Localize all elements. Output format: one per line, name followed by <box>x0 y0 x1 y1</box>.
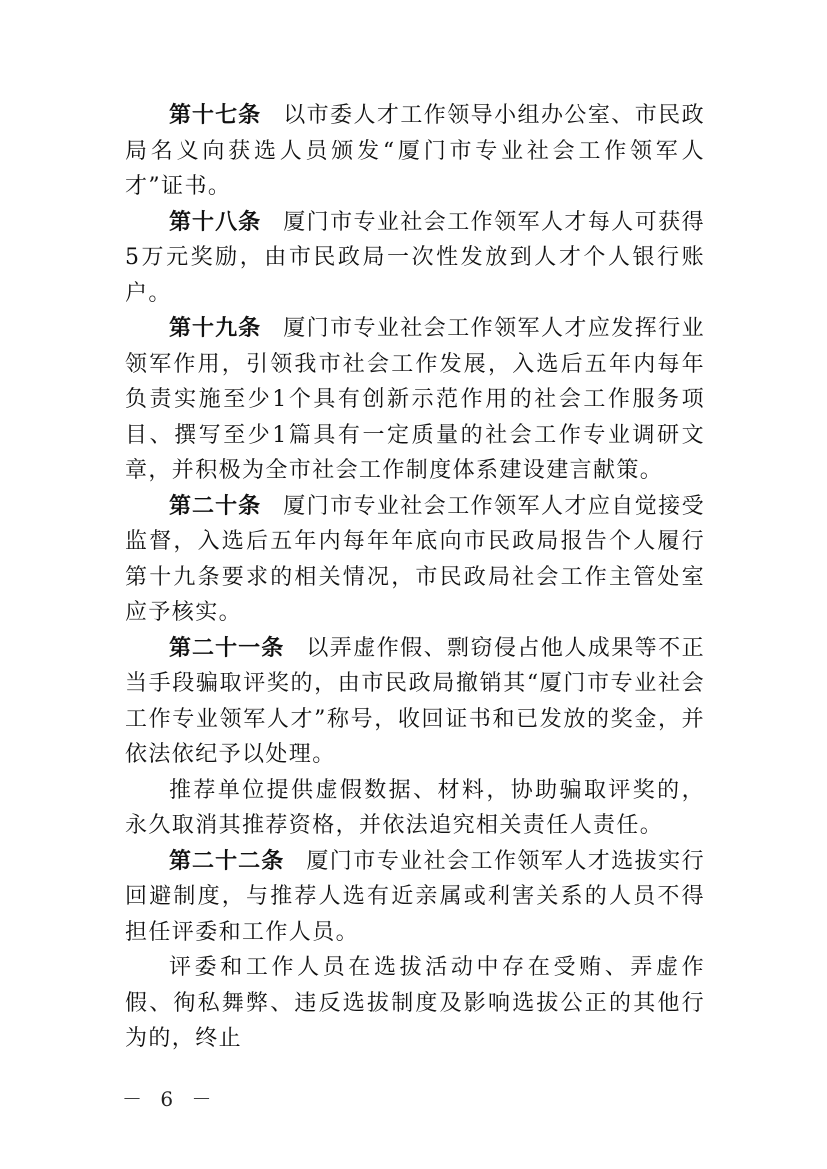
article-text: 以市委人才工作领导小组办公室、市民政局名义向获选人员颁发“厦门市专业社会工作领军人才”证书。 <box>125 103 705 199</box>
article-heading: 第二十一条 <box>169 635 285 661</box>
article-17-paragraph <box>125 98 705 205</box>
page-number: － 6 － <box>122 1087 218 1111</box>
article-18-paragraph <box>125 205 705 312</box>
article-22-paragraph <box>125 844 705 951</box>
article-21-paragraph <box>125 631 705 773</box>
document-body <box>125 98 705 1057</box>
article-heading: 第十九条 <box>169 316 262 341</box>
article-heading: 第二十条 <box>169 493 262 519</box>
article-heading: 第十八条 <box>169 209 262 235</box>
article-22-clause-paragraph <box>125 950 705 1057</box>
article-text: 厦门市专业社会工作领军人才每人可获得5万元奖励，由市民政局一次性发放到人才个人银行账户。 <box>125 209 705 306</box>
article-20-paragraph <box>125 489 705 631</box>
article-text: 厦门市专业社会工作领军人才选拔实行回避制度，与推荐人选有近亲属或利害关系的人员不得担任评委和工作人员。 <box>125 848 705 945</box>
article-heading: 第二十二条 <box>169 848 285 874</box>
article-text: 评委和工作人员在选拔活动中存在受贿、弄虚作假、徇私舞弊、违反选拔制度及影响选拔公正的其他行为的，终止 <box>125 955 705 1051</box>
article-21-clause-paragraph <box>125 773 705 844</box>
article-heading: 第十七条 <box>169 103 262 128</box>
article-19-paragraph <box>125 311 705 489</box>
article-text: 以弄虚作假、剽窃侵占他人成果等不正当手段骗取评奖的，由市民政局撤销其“厦门市专业社会工作专业领军人才”称号，收回证书和已发放的奖金，并依法依纪予以处理。 <box>125 635 705 767</box>
article-text: 推荐单位提供虚假数据、材料，协助骗取评奖的，永久取消其推荐资格，并依法追究相关责任人责任。 <box>125 777 705 838</box>
article-text: 厦门市专业社会工作领军人才应发挥行业领军作用，引领我市社会工作发展，入选后五年内每年负责实施至少1个具有创新示范作用的社会工作服务项目、撰写至少1篇具有一定质量的社会工作专业调研文章，并积极为全市社会工作制度体系建设建言献策。 <box>125 316 705 483</box>
article-text: 厦门市专业社会工作领军人才应自觉接受监督，入选后五年内每年年底向市民政局报告个人履行第十九条要求的相关情况，市民政局社会工作主管处室应予核实。 <box>125 493 705 625</box>
